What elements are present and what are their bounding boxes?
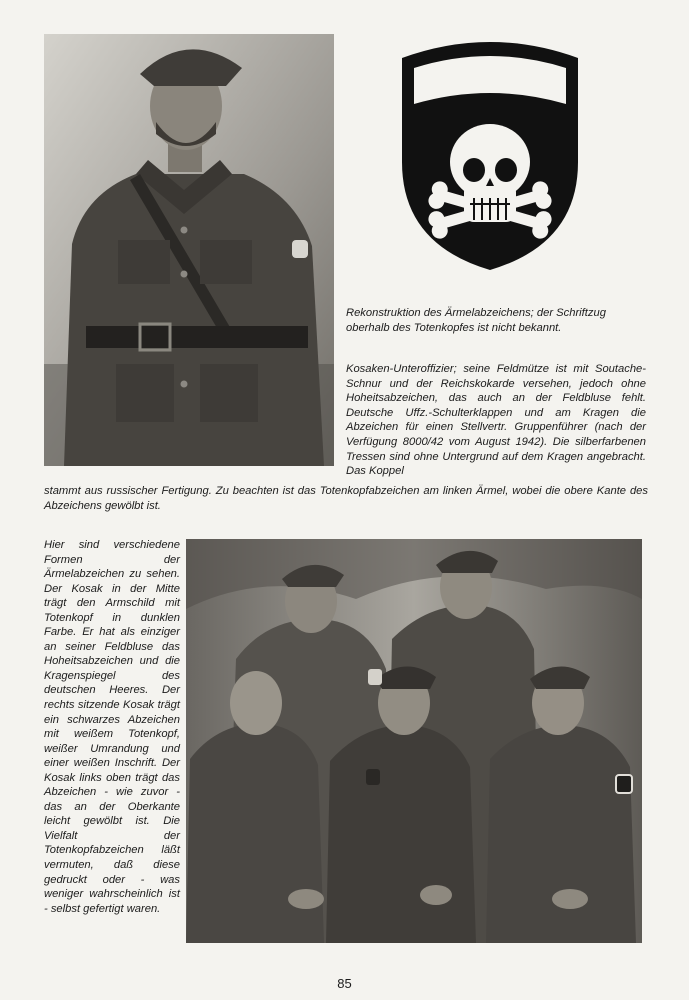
- page-number: 85: [337, 976, 352, 991]
- portrait-caption-bottom: stammt aus russischer Fertigung. Zu beachten ist das Totenkopfabzeichen am linken Ärmel, wobei die obere Kante des Abzeichens gewölbt ist.: [44, 485, 648, 512]
- group-photo: [186, 539, 642, 943]
- sleeve-patch-illustration: [392, 36, 588, 272]
- group-photo-caption: Hier sind verschiedene Formen der Ärmelabzeichen zu sehen. Der Kosak in der Mitte trägt den Armschild mit Totenkopf in dunklen Farbe. Er hat als einziger an seiner Feldbluse das Hoheitsabzeichen und die Kragenspiegel des deutschen Heeres. Der rechts sitzende Kosak trägt ein schwarzes Abzeichen mit weißem Totenkopf, weißer Umrandung und einer weißen Inschrift. Der Kosak links oben trägt das Abzeichen - wie zuvor - das an der Oberkante leicht gewölbt ist. Die Vielfalt der Totenkopfabzeichen läßt vermuten, daß diese gedruckt oder - was weniger wahrscheinlich ist - selbst gefertigt waren.: [44, 539, 180, 915]
- portrait-caption-top: Kosaken-Unteroffizier; seine Feldmütze ist mit Soutache-Schnur und der Reichskokarde versehen, jedoch ohne Hoheitsabzeichen, das auch an der Feldbluse fehlt. Deutsche Uffz.-Schulterklappen und am Kragen die Abzeichen für einen Stellvertr. Gruppenführer (nach der Verfügung 8000/42 vom August 1942). Die silberfarbenen Tressen sind ohne Untergrund auf dem Kragen angebracht. Das Koppel: [346, 363, 646, 478]
- patch-caption: Rekonstruktion des Ärmelabzeichens; der Schriftzug oberhalb des Totenkopfes ist nicht bekannt.: [346, 307, 606, 334]
- portrait-photo: [44, 34, 334, 466]
